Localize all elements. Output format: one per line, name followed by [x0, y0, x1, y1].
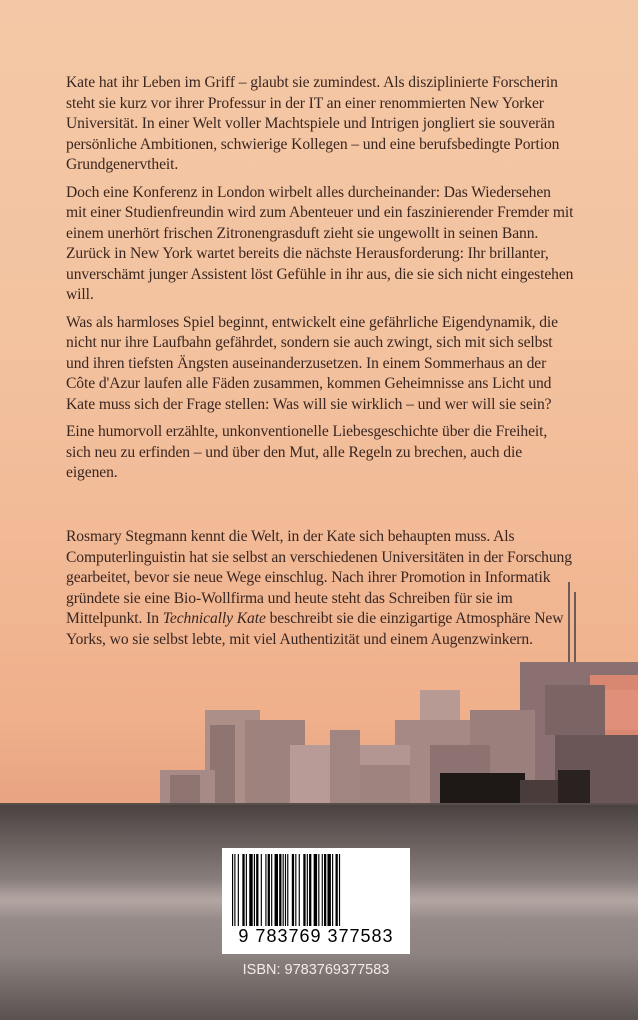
barcode-digits: 9 783769 377583	[238, 926, 394, 946]
blurb-paragraph: Was als harmloses Spiel beginnt, entwickelt eine gefährliche Eigendynamik, die nicht nur ihre Laufbahn gefährdet, sondern sie auch zwingt, sich mit sich selbst und ihren tiefsten Ängsten auseinanderzusetzen. In einem Sommerhaus an der Côte d'Azur laufen alle Fäden zusammen, kommen Geheimnisse ans Licht und Kate muss sich der Frage stellen: Was will sie wirklich – und wer will sie sein?	[66, 313, 558, 413]
isbn-label: ISBN: 9783769377583	[242, 962, 390, 978]
author-bio-paragraph	[66, 527, 574, 650]
book-blurb	[66, 73, 574, 491]
blurb-paragraph: Kate hat ihr Leben im Griff – glaubt sie zumindest. Als disziplinierte Forscherin steht sie kurz vor ihrer Professur in der IT an einer renommierten New Yorker Universität. In einer Welt voller Machtspiele und Intrigen jongliert sie souverän persönliche Ambitionen, schwierige Kollegen – und eine berufsbedingte Portion Grundgenervtheit.	[66, 74, 560, 173]
blurb-paragraph: Eine humorvoll erzählte, unkonventionelle Liebesgeschichte über die Freiheit, sich neu zu erfinden – und über den Mut, alle Regeln zu brechen, auch die eigenen.	[66, 423, 548, 481]
bio-text-after: beschreibt sie die einzigartige Atmosphäre New Yorks, wo sie selbst lebte, mit viel Authentizität und einem Augenzwinkern.	[66, 610, 564, 648]
barcode-bars	[230, 854, 402, 926]
blurb-paragraph: Doch eine Konferenz in London wirbelt alles durcheinander: Das Wiedersehen mit einer Studienfreundin wird zum Abenteuer und ein faszinierender Fremder mit einem unerhört frischen Zitronengrasduft zieht sie ungewollt in seinen Bann. Zurück in New York wartet bereits die nächste Herausforderung: Ihr brillanter, unverschämt junger Assistent löst Gefühle in ihr aus, die sie sich nicht eingestehen will.	[66, 183, 574, 303]
author-bio	[66, 527, 574, 657]
book-title: Technically Kate	[162, 610, 266, 627]
bio-text-before: Rosmary Stegmann kennt die Welt, in der Kate sich behaupten muss. Als Computerlinguistin hat sie selbst an verschiedenen Universitäten in der Forschung gearbeitet, bevor sie neue Wege einschlug. Nach ihrer Promotion in Informatik gründete sie eine Bio-Wollfirma und heute steht das Schreiben für sie im Mittelpunkt. In	[66, 528, 572, 627]
barcode	[222, 848, 410, 954]
